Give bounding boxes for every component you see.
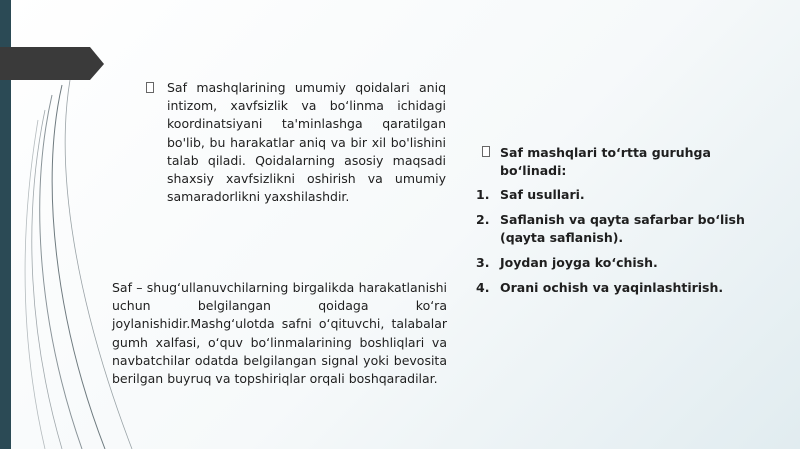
title-tab-shape [0, 47, 105, 81]
list-text: Joydan joyga ko‘chish. [500, 255, 658, 270]
list-item [476, 254, 776, 272]
list-text: Saf usullari. [500, 187, 585, 202]
list-item [476, 211, 776, 247]
bullet-icon [146, 82, 154, 93]
list-item [476, 279, 776, 297]
list-number: 4. [476, 280, 490, 295]
groups-list [476, 186, 776, 304]
list-number: 2. [476, 212, 490, 227]
paragraph-saf-definition: Saf – shug‘ullanuvchilarning birgalikda harakatlanishi uchun belgilangan qoidaga ko‘ra joylanishidir.Mashg‘ulotda safni o‘qituvchi, talabalar gumh xalfasi, o‘quv bo‘linmalarining boshliqlari va navbatchilar odatda belgilangan signal yoki bevosita berilgan buyruq va topshiriqlar orqali boshqaradilar. [112, 280, 447, 387]
paragraph-general-rules: Saf mashqlarining umumiy qoidalari aniq intizom, xavfsizlik va bo‘linma ichidagi koordinatsiyani ta'minlashga qaratilgan bo'lib, bu harakatlar aniq va bir xil bo'lishini talab qiladi. Qoidalarning asosiy maqsadi shaxsiy xavfsizlikni oshirish va umumiy samaradorlikni yaxshilashdir. [167, 80, 446, 205]
list-number: 1. [476, 187, 490, 202]
list-text: Orani ochish va yaqinlashtirish. [500, 280, 724, 295]
list-text: Saflanish va qayta safarbar bo‘lish (qayta saflanish). [500, 212, 745, 245]
groups-heading: Saf mashqlari to‘rtta guruhga bo‘linadi: [500, 145, 711, 178]
list-item [476, 186, 776, 204]
bullet-icon [482, 146, 490, 157]
list-number: 3. [476, 255, 490, 270]
